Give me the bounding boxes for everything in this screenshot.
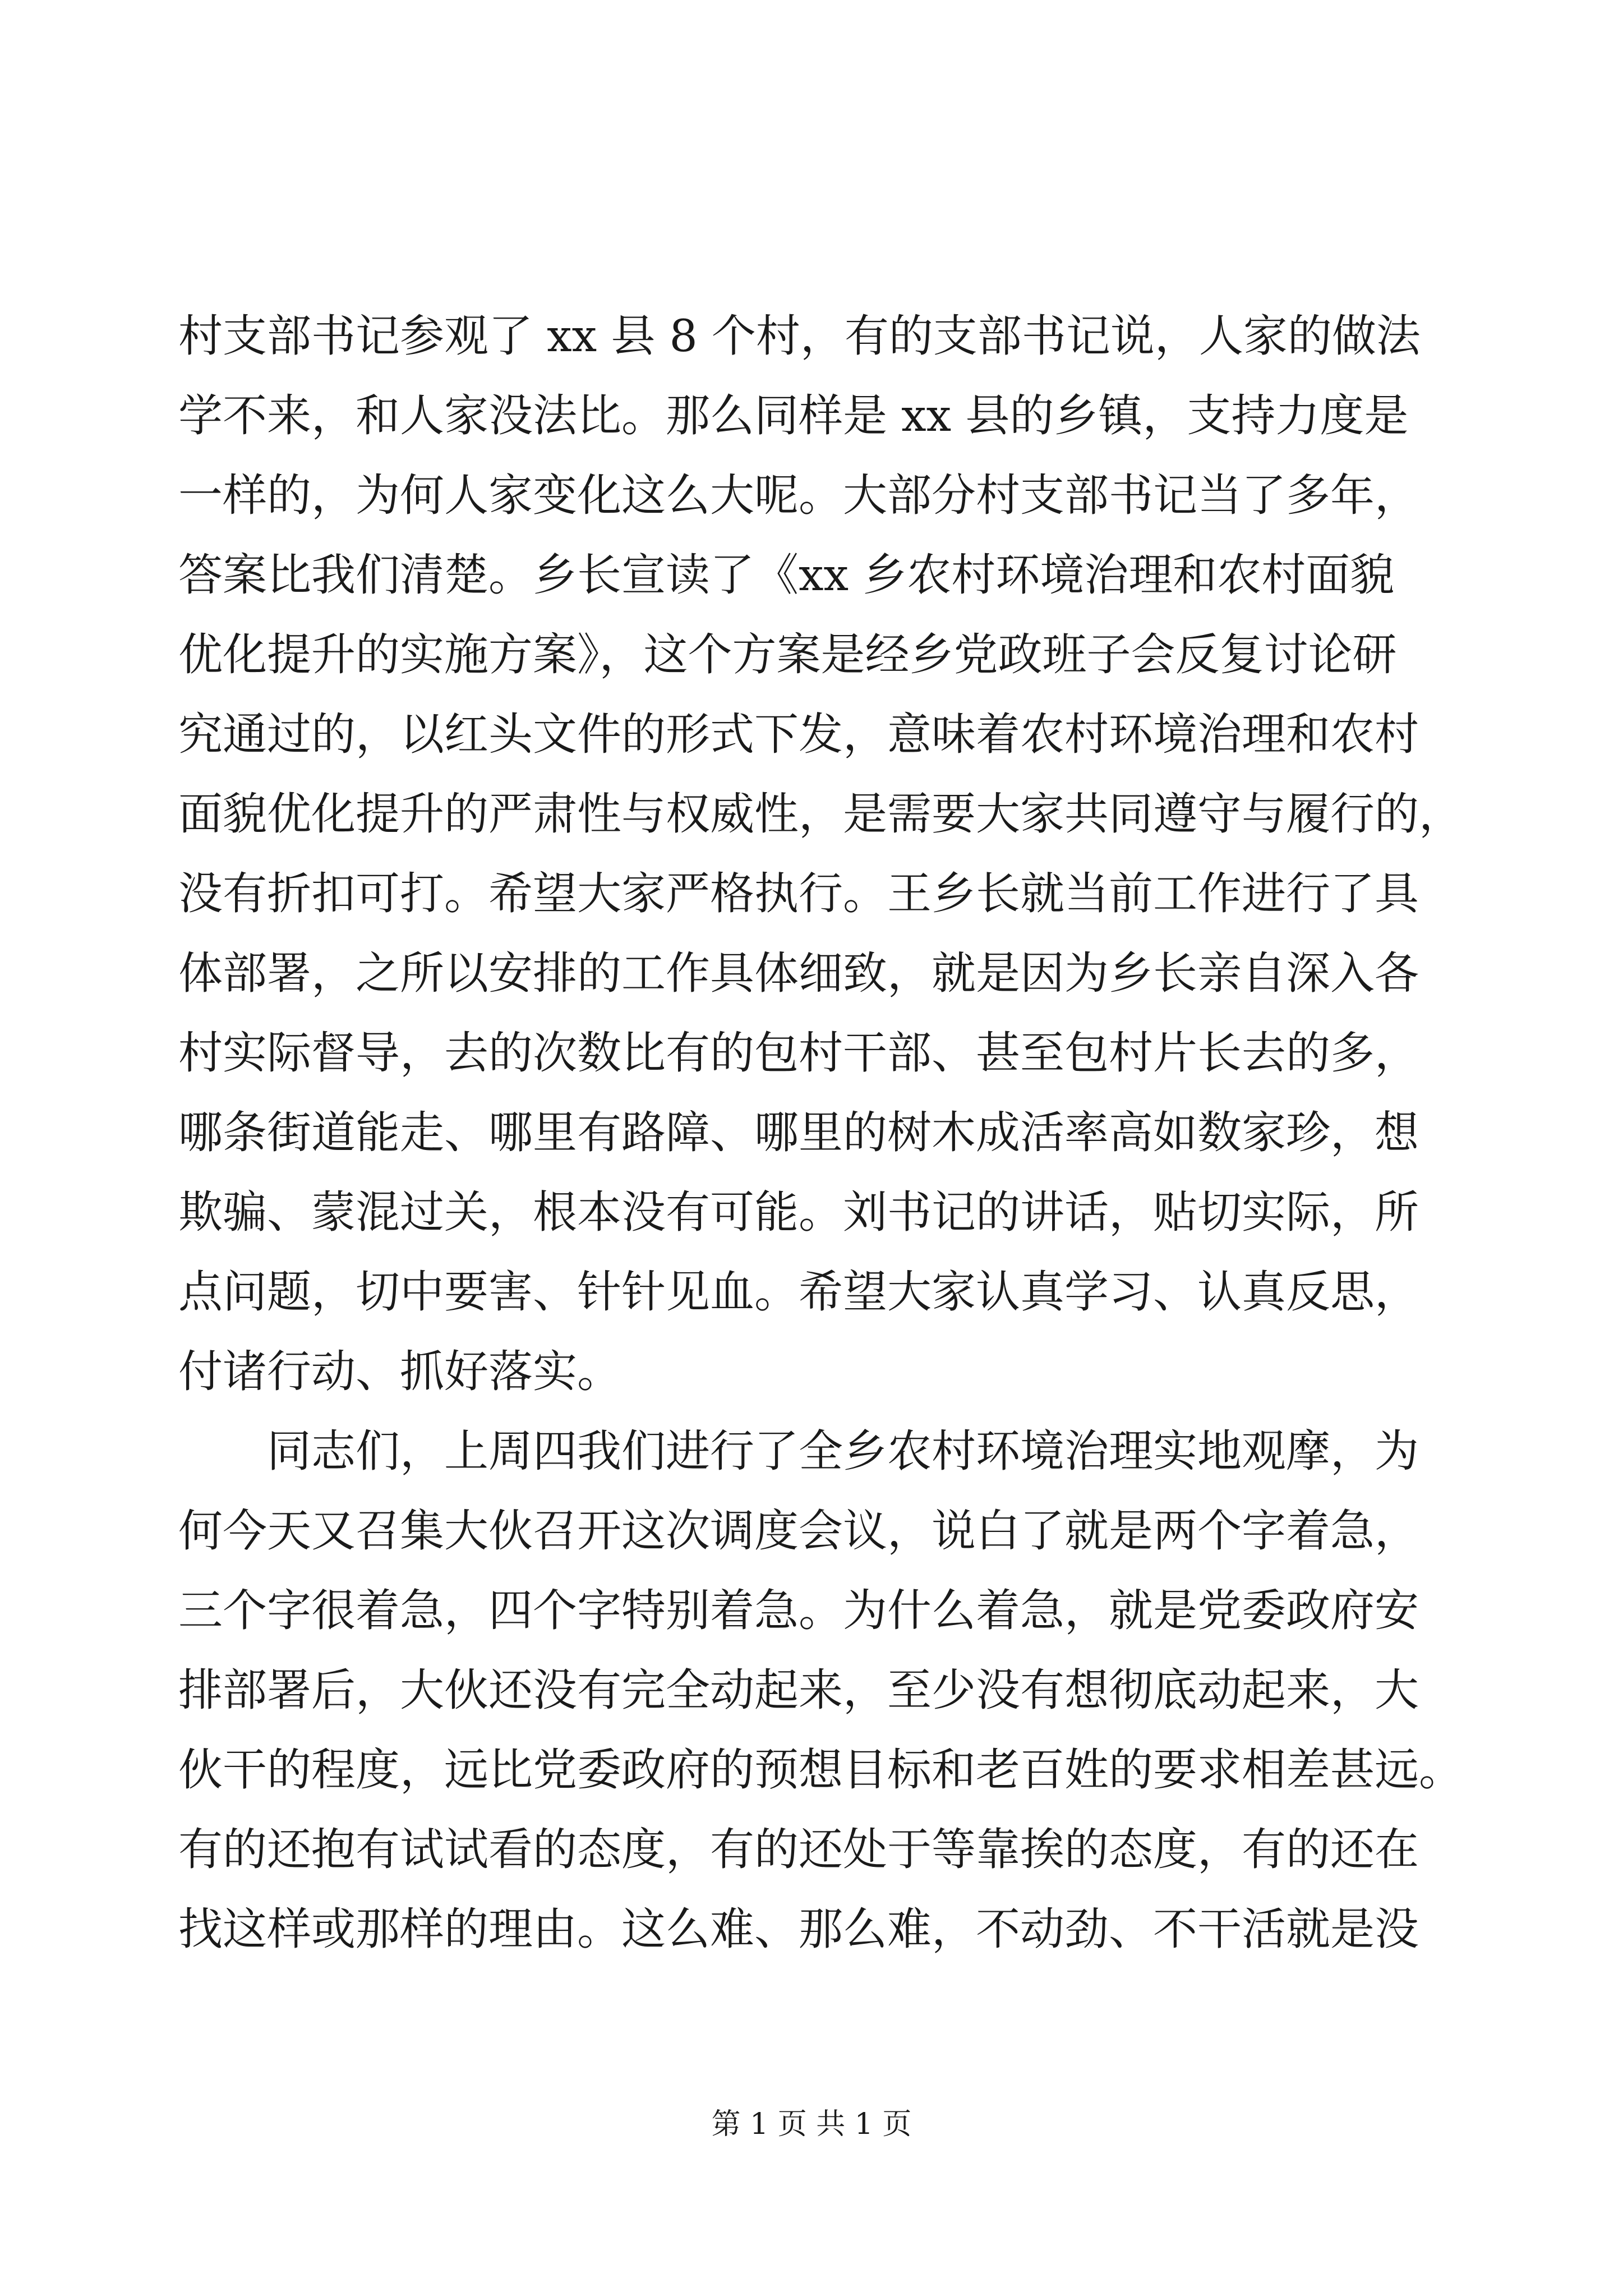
text-line: 答案比我们清楚。乡长宣读了《xx 乡农村环境治理和农村面貌 [178, 549, 1395, 601]
text-line: 体部署，之所以安排的工作具体细致，就是因为乡长亲自深入各 [178, 947, 1419, 999]
page-footer [0, 2105, 1623, 2144]
text-line: 欺骗、蒙混过关，根本没有可能。刘书记的讲话，贴切实际，所 [178, 1186, 1419, 1238]
paragraph-start-line: 同志们，上周四我们进行了全乡农村环境治理实地观摩，为 [267, 1425, 1419, 1477]
text-line: 村支部书记参观了 xx 县 8 个村，有的支部书记说，人家的做法 [178, 310, 1421, 362]
text-line: 一样的，为何人家变化这么大呢。大部分村支部书记当了多年， [178, 470, 1419, 521]
text-line: 学不来，和人家没法比。那么同样是 xx 县的乡镇，支持力度是 [178, 390, 1409, 441]
text-line: 没有折扣可打。希望大家严格执行。王乡长就当前工作进行了具 [178, 868, 1419, 919]
page-number: 第 1 页 共 1 页 [711, 2108, 912, 2141]
text-line: 付诸行动、抓好落实。 [178, 1346, 621, 1397]
text-line: 排部署后，大伙还没有完全动起来，至少没有想彻底动起来，大 [178, 1664, 1419, 1716]
text-line: 何今天又召集大伙召开这次调度会议，说白了就是两个字着急， [178, 1505, 1419, 1557]
text-line: 哪条街道能走、哪里有路障、哪里的树木成活率高如数家珍，想 [178, 1107, 1419, 1158]
text-line: 面貌优化提升的严肃性与权威性，是需要大家共同遵守与履行的， [178, 788, 1463, 840]
text-line: 找这样或那样的理由。这么难、那么难，不动劲、不干活就是没 [178, 1903, 1419, 1955]
body-text [178, 296, 1463, 1969]
text-line: 究通过的，以红头文件的形式下发，意味着农村环境治理和农村 [178, 708, 1419, 760]
text-line: 优化提升的实施方案》，这个方案是经乡党政班子会反复讨论研 [178, 629, 1397, 680]
text-line: 伙干的程度，远比党委政府的预想目标和老百姓的要求相差甚远。 [178, 1744, 1463, 1796]
text-line: 村实际督导，去的次数比有的包村干部、甚至包村片长去的多， [178, 1027, 1419, 1079]
text-line: 三个字很着急，四个字特别着急。为什么着急，就是党委政府安 [178, 1585, 1419, 1636]
text-line: 有的还抱有试试看的态度，有的还处于等靠挨的态度，有的还在 [178, 1824, 1419, 1875]
text-line: 点问题，切中要害、针针见血。希望大家认真学习、认真反思， [178, 1266, 1419, 1318]
